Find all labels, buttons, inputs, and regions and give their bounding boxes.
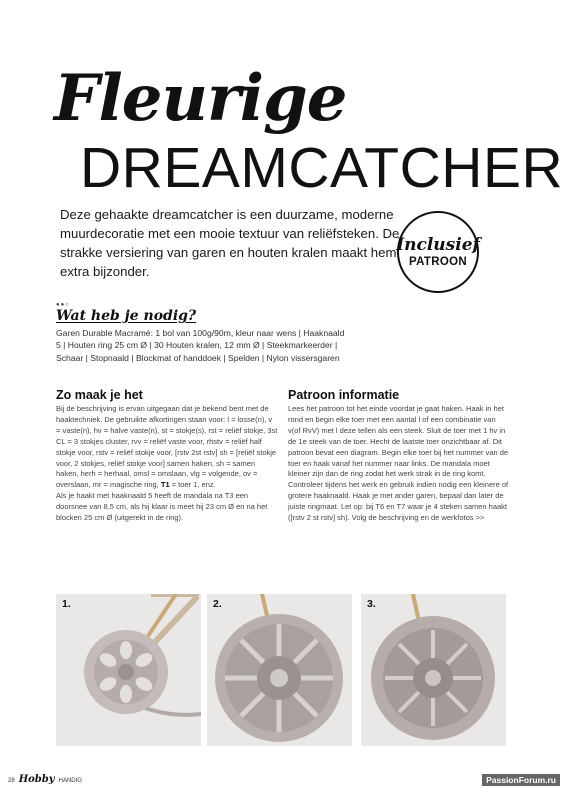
- work-photo-3: [361, 594, 506, 746]
- crochet-photo-3-image: [361, 594, 506, 746]
- materials-title: Wat heb je nodig?: [56, 308, 197, 324]
- photo-number-2: 2.: [213, 598, 222, 610]
- instructions-text: [56, 404, 278, 524]
- footer: [8, 774, 82, 785]
- pattern-info-text: Lees het patroon tot het einde voordat je gaat haken. Haak in het rond en begin elke toer met een aantal l of een combinatie van v(of RvV) met l deze tellen als een steek. Sluit de toer met 1 hv in de 1e steek van de toer. Hecht de laatste toer onzichtbaar af. Dit patroon bevat een diagram. Begin elke toer bij het nummer van de toer en haak vanaf het nummer naar links. De mandala moet kleiner zijn dan de ring zodat het werk strak in de ring komt. Controleer tijdens het werk en gebruik indien nodig een kleinere of grotere haaknaald. Haak je met ander garen, bepaal dan later de juiste ringmaat. Let op: bij T6 en T7 waar je 4 steken samen haakt ([rstv 2 st rstv] sh). Volg de beschrijving en de werkfotos >>: [288, 404, 509, 523]
- crochet-photo-2-image: [207, 594, 352, 746]
- photo-number-3: 3.: [367, 598, 376, 610]
- materials-text: Garen Durable Macramé: 1 bol van 100g/90m, kleur naar wens | Haaknaald 5 | Houten ring 25 cm Ø | 30 Houten kralen, 12 mm Ø | Steekmarkeerder | Schaar | Stopnaald | Blockmat of handdoek | Spelden | Nylon vissersgaren: [56, 328, 345, 363]
- t1-label: T1: [160, 480, 170, 490]
- watermark: PassionForum.ru: [482, 774, 560, 786]
- magazine-logo: Hobby: [18, 774, 55, 785]
- photo-number-1: 1.: [62, 598, 71, 610]
- work-photo-2: [207, 594, 352, 746]
- abbreviations-text: Bij de beschrijving is ervan uitgegaan dat je bekend bent met de haaktechniek. De gebruikte afkortingen staan voor: l = losse(n), v = vaste(n), hv = halve vaste(n), st = stokje(s), rst = reliëf stokje, 3st CL = 3 stokjes cluster, rvv = reliëf vaste voor, rhstv = reliëf half stokje voor, rstv = reliëf stokje voor, [rstv 2st rstv] sh = [reliëf stokje voor, 2 stokjes, reliëf stokje voor] samen haken, sh = samen haken, herh = herhaal, omsl = omslaan, vlg = volgende, ov = overslaan, mr = magische ring,: [56, 404, 278, 490]
- title-script: Fleurige: [54, 61, 347, 136]
- badge-top-text: Inclusief: [396, 235, 480, 255]
- page-number: 28: [8, 778, 15, 784]
- page-title: DREAMCATCHER: [80, 136, 564, 200]
- pattern-info-title: Patroon informatie: [288, 388, 400, 402]
- instructions-title: Zo maak je het: [56, 388, 143, 402]
- intro-text: Deze gehaakte dreamcatcher is een duurzame, moderne muurdecoratie met een mooie textuur van reliëfsteken. De strakke versiering van garen en houten kralen maakt hem extra bijzonder.: [60, 207, 400, 279]
- pattern-badge: [397, 211, 479, 293]
- dots-ornament-icon: ●●○: [56, 302, 70, 308]
- crochet-photo-1-image: [56, 594, 201, 746]
- magazine-logo-suffix: HANDIG: [58, 778, 82, 784]
- badge-bottom-text: PATROON: [409, 256, 467, 268]
- size-text: Als je haakt met haaknaald 5 heeft de mandala na T3 een doorsnee van 8,5 cm, als hij klaar is meet hij 23 cm Ø en na het blocken 25 cm Ø (uitgerekt in de ring).: [56, 491, 268, 523]
- work-photo-1: [56, 594, 201, 746]
- t1-text: = toer 1, enz.: [169, 480, 216, 490]
